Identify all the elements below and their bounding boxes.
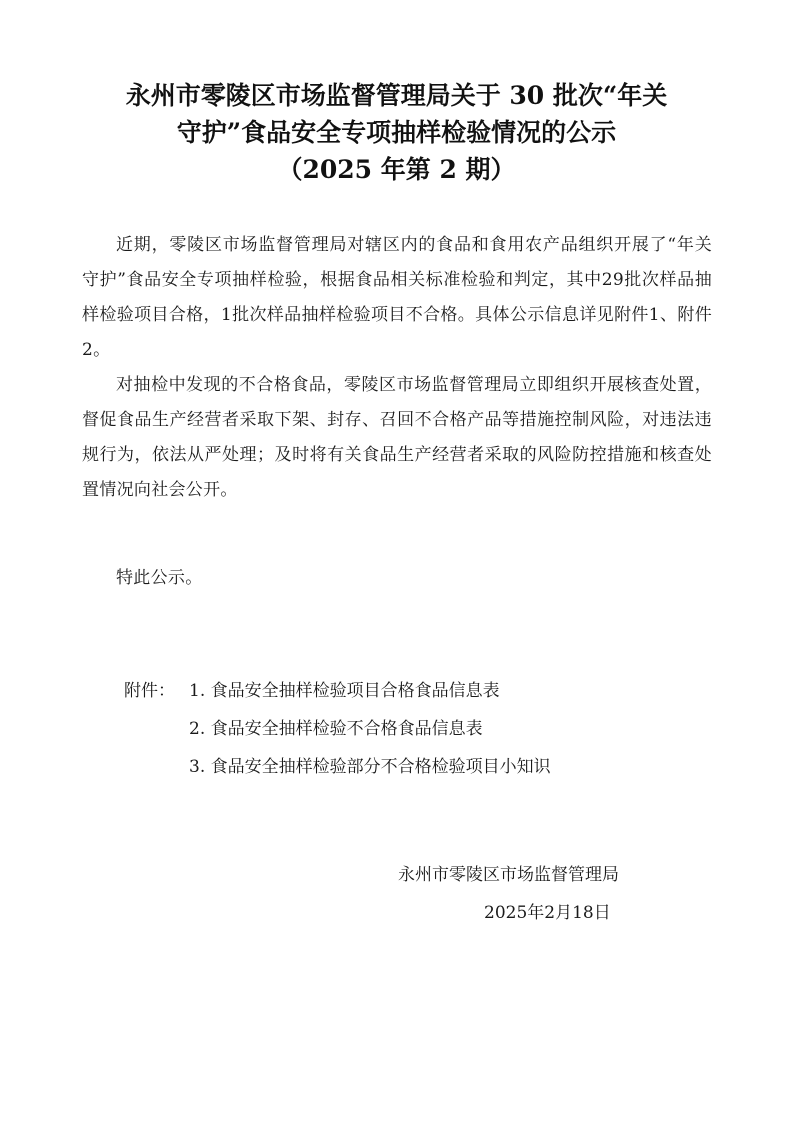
signature-date: 2025年2月18日 [484, 903, 611, 923]
signature-organization: 永州市零陵区市场监督管理局 [398, 865, 619, 885]
body-paragraph-3: 特此公示。 [116, 568, 203, 588]
attachment-item-3: 3. 食品安全抽样检验部分不合格检验项目小知识 [189, 757, 551, 777]
body-paragraph-1: 近期，零陵区市场监督管理局对辖区内的食品和食用农产品组织开展了“年关守护”食品安全专项抽样检验，根据食品相关标准检验和判定，其中29批次样品抽样检验项目合格，1批次样品抽样检验项目不合格。具体公示信息详见附件1、附件2。 [82, 235, 712, 360]
document-title-line-2: 守护”食品安全专项抽样检验情况的公示 [176, 118, 617, 147]
document-title-issue: （2025 年第 2 期） [277, 155, 516, 184]
attachment-item-1: 1. 食品安全抽样检验项目合格食品信息表 [189, 681, 500, 701]
document-title-line-1: 永州市零陵区市场监督管理局关于 30 批次“年关 [125, 81, 668, 110]
attachment-item-2: 2. 食品安全抽样检验不合格食品信息表 [189, 719, 483, 739]
body-paragraph-2: 对抽检中发现的不合格食品，零陵区市场监督管理局立即组织开展核查处置，督促食品生产经营者采取下架、封存、召回不合格产品等措施控制风险，对违法违规行为，依法从严处理；及时将有关食品生产经营者采取的风险防控措施和核查处置情况向社会公开。 [82, 375, 712, 500]
attachments-label: 附件： [124, 681, 175, 701]
